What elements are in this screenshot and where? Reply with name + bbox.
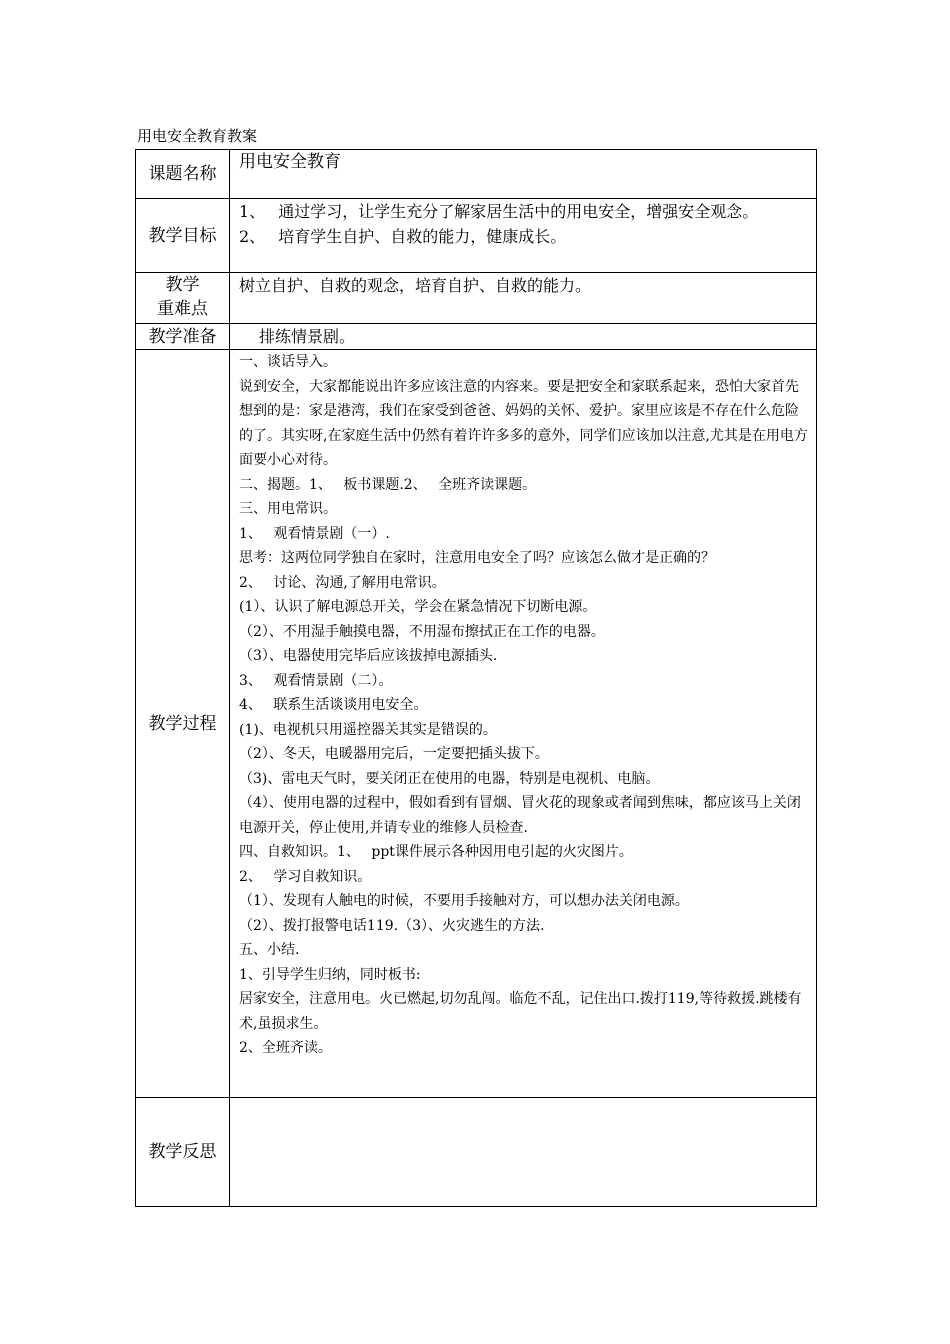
process-line: 思考：这两位同学独自在家时，注意用电安全了吗？应该怎么做才是正确的？ — [239, 550, 715, 566]
row-process — [136, 350, 817, 1098]
preparation-value: 排练情景剧。 — [259, 327, 356, 346]
process-label: 教学过程 — [136, 350, 230, 1098]
lesson-plan-table — [135, 149, 817, 1207]
process-line: 说到安全，大家都能说出许多应该注意的内容来。要是把安全和家联系起来，恐怕大家首先想到的是：家是港湾，我们在家受到爸爸、妈妈的关怀、爱护。家里应该是不存在什么危险的了。其实呀,在家庭生活中仍然有着许许多多的意外，同学们应该加以注意,尤其是在用电方面要小心对待。 — [239, 378, 808, 468]
process-line: 2、全班齐读。 — [239, 1040, 332, 1056]
process-line: 四、自救知识。1、 ppt课件展示各种因用电引起的火灾图片。 — [239, 844, 633, 860]
topic-value: 用电安全教育 — [230, 150, 817, 199]
objectives-content — [230, 199, 817, 273]
process-line: （2）、拨打报警电话119.（3）、火灾逃生的方法. — [239, 917, 545, 934]
row-objectives — [136, 199, 817, 273]
process-content — [230, 350, 817, 1098]
process-line: (1)、电视机只用遥控器关其实是错误的。 — [239, 721, 497, 738]
process-line: （2）、不用湿手触摸电器，不用湿布擦拭正在工作的电器。 — [239, 623, 605, 640]
process-line: (1）、认识了解电源总开关，学会在紧急情况下切断电源。 — [239, 599, 597, 615]
difficulty-label-line: 教学 — [165, 275, 200, 295]
reflection-value — [230, 1098, 817, 1207]
row-topic — [136, 150, 817, 199]
process-line: 4、 联系生活谈谈用电安全。 — [239, 697, 428, 713]
row-reflection — [136, 1098, 817, 1207]
process-line: 二、揭题。1、 板书课题.2、 全班齐读课题。 — [239, 476, 537, 493]
process-line: 五、小结. — [239, 942, 300, 958]
process-line: （1）、发现有人触电的时候，不要用手接触对方，可以想办法关闭电源。 — [239, 893, 689, 909]
row-preparation — [136, 324, 817, 350]
row-difficulty — [136, 273, 817, 324]
process-line: 一、谈话导入。 — [239, 354, 337, 370]
preparation-cell — [230, 324, 817, 350]
difficulty-label — [136, 273, 230, 324]
objectives-label: 教学目标 — [136, 199, 230, 273]
process-line: 1、 观看情景剧（一）. — [239, 525, 390, 542]
process-line: 1、引导学生归纳，同时板书: — [239, 966, 421, 983]
reflection-label: 教学反思 — [136, 1098, 230, 1207]
process-line: （3)、雷电天气时，要关闭正在使用的电器，特别是电视机、电脑。 — [239, 770, 660, 787]
objective-line: 1、 通过学习，让学生充分了解家居生活中的用电安全，增强安全观念。 — [239, 202, 759, 221]
difficulty-value: 树立自护、自救的观念，培育自护、自救的能力。 — [230, 273, 817, 324]
process-line: （4）、使用电器的过程中，假如看到有冒烟、冒火花的现象或者闻到焦味，都应该马上关闭电源开关，停止使用,并请专业的维修人员检查. — [239, 795, 801, 836]
difficulty-label-line: 重难点 — [157, 299, 208, 319]
process-line: 三、用电常识。 — [239, 501, 337, 517]
objective-line: 2、 培育学生自护、自救的能力，健康成长。 — [239, 227, 567, 246]
process-line: 居家安全，注意用电。火已燃起,切勿乱闯。临危不乱，记住出口.拨打119,等待救援.跳楼有术,虽损求生。 — [239, 991, 802, 1032]
topic-label: 课题名称 — [136, 150, 230, 199]
process-line: 3、 观看情景剧（二）。 — [239, 672, 393, 689]
process-line: （2）、冬天，电暖器用完后，一定要把插头拔下。 — [239, 746, 549, 762]
process-line: （3）、电器使用完毕后应该拔掉电源插头. — [239, 648, 498, 664]
process-line: 2、 学习自救知识。 — [239, 868, 372, 885]
document-title: 用电安全教育教案 — [137, 127, 258, 145]
preparation-label: 教学准备 — [136, 324, 230, 350]
process-line: 2、 讨论、沟通,了解用电常识。 — [239, 574, 446, 591]
